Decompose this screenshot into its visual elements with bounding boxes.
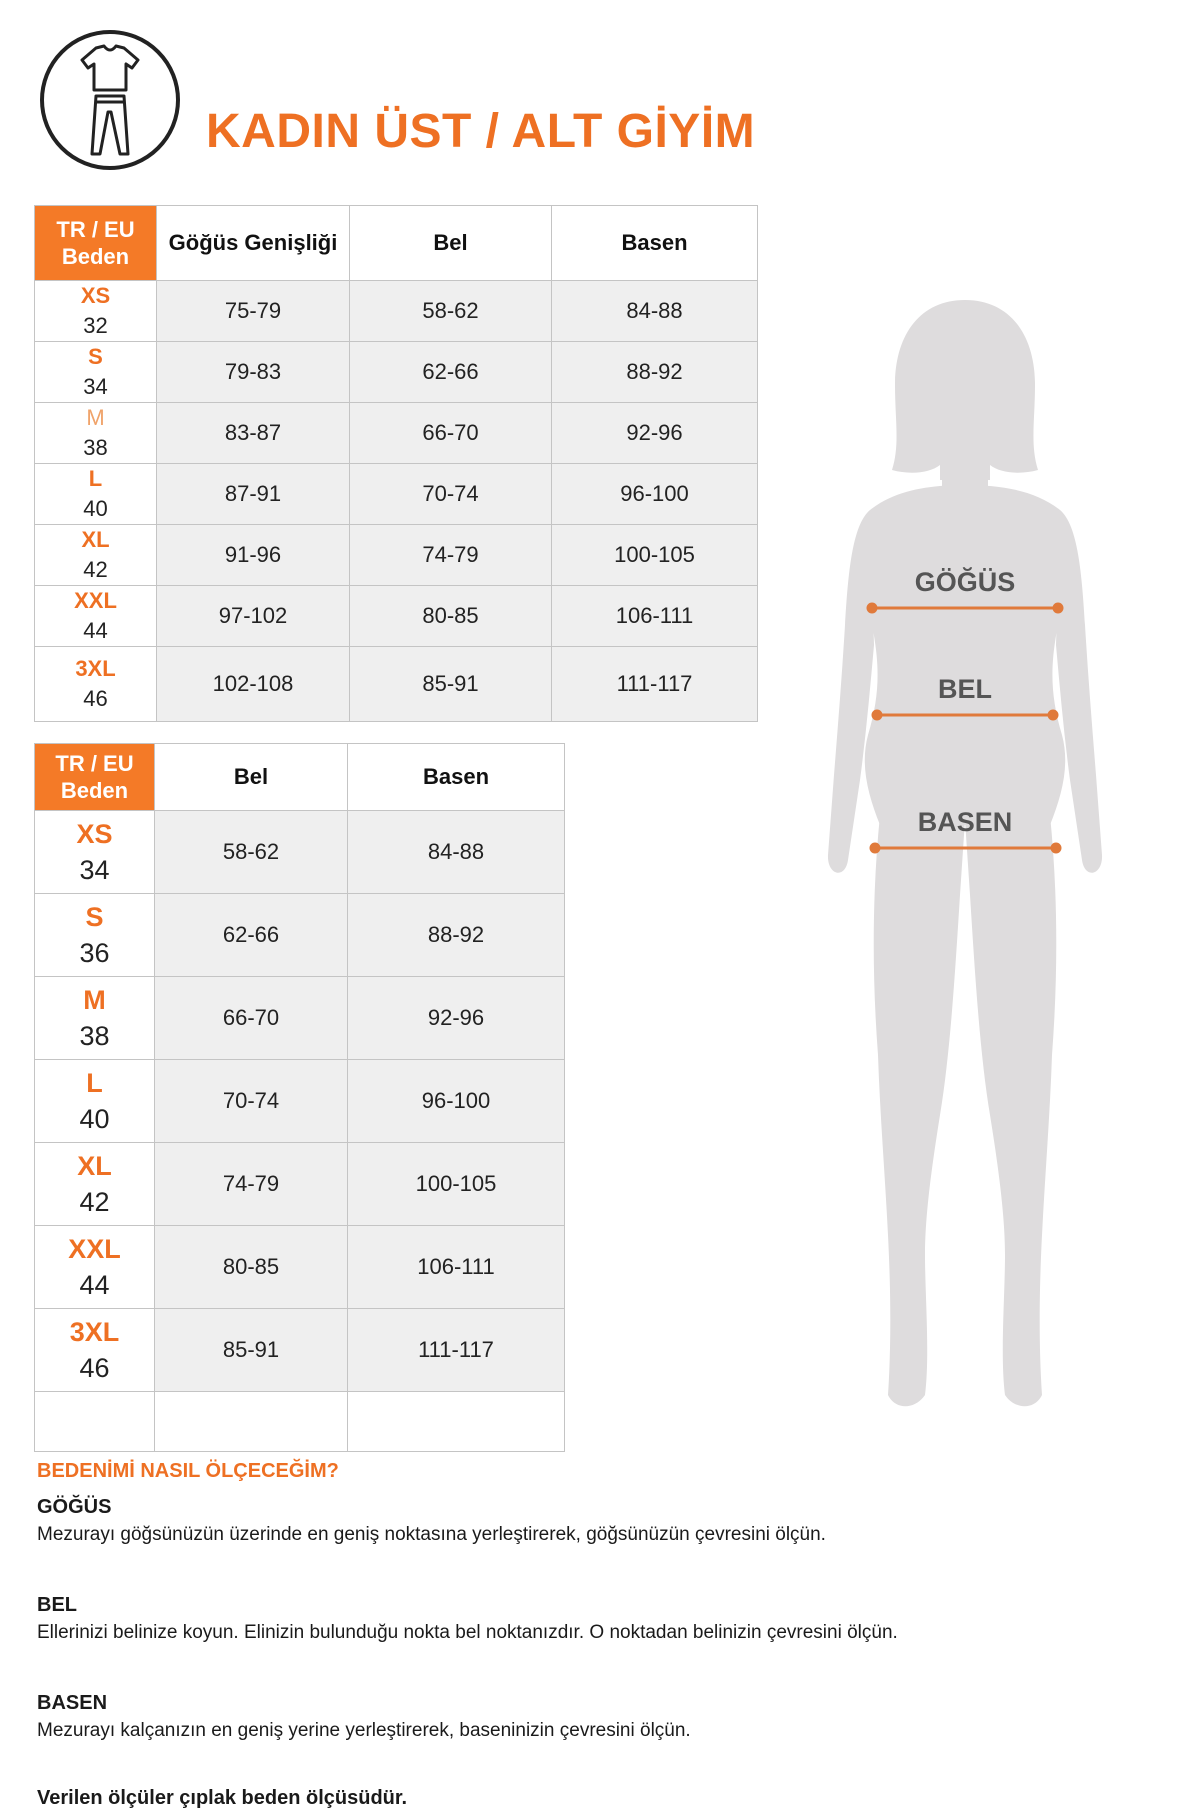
table-row — [35, 342, 758, 403]
waist-column-header: Bel — [155, 744, 348, 811]
waist-value: 80-85 — [350, 586, 552, 647]
instructions-heading: BEDENİMİ NASIL ÖLÇECEĞİM? — [37, 1460, 339, 1482]
hip-instruction-title: BASEN — [37, 1692, 108, 1714]
size-letter: M — [86, 405, 105, 430]
hip-value: 96-100 — [552, 464, 758, 525]
table-row — [35, 1226, 565, 1309]
waist-value: 85-91 — [350, 647, 552, 722]
hip-value: 106-111 — [552, 586, 758, 647]
chest-value: 83-87 — [157, 403, 350, 464]
size-letter: S — [85, 902, 104, 932]
size-letter: XS — [76, 819, 113, 849]
chest-figure-label: GÖĞÜS — [914, 567, 1016, 597]
size-number: 40 — [83, 496, 108, 521]
clothing-tshirt-pants-icon — [44, 34, 176, 166]
table-header-row — [35, 206, 758, 281]
waist-value: 70-74 — [350, 464, 552, 525]
waist-column-header: Bel — [350, 206, 552, 281]
empty-cell — [35, 1392, 155, 1452]
waist-value: 70-74 — [155, 1060, 348, 1143]
size-letter: 3XL — [75, 656, 116, 681]
size-cell — [35, 1226, 155, 1309]
size-number: 38 — [79, 1021, 110, 1051]
table-row — [35, 586, 758, 647]
size-number: 40 — [79, 1104, 110, 1134]
size-cell — [35, 811, 155, 894]
chest-value: 79-83 — [157, 342, 350, 403]
table-row — [35, 281, 758, 342]
chest-instruction-text: Mezurayı göğsünüzün üzerinde en geniş noktasına yerleştirerek, göğsünüzün çevresini ölçün. — [37, 1524, 826, 1545]
waist-value: 58-62 — [350, 281, 552, 342]
measurement-note: Verilen ölçüler çıplak beden ölçüsüdür. — [37, 1787, 408, 1809]
page-title: KADIN ÜST / ALT GİYİM — [206, 105, 756, 158]
size-number: 46 — [79, 1353, 110, 1383]
hip-column-header: Basen — [348, 744, 565, 811]
bottom-size-table — [34, 743, 565, 1452]
waist-value: 74-79 — [350, 525, 552, 586]
top-size-table — [34, 205, 758, 722]
waist-value: 62-66 — [350, 342, 552, 403]
hip-column-header: Basen — [552, 206, 758, 281]
size-letter: XXL — [68, 1234, 121, 1264]
waist-value: 58-62 — [155, 811, 348, 894]
chest-value: 102-108 — [157, 647, 350, 722]
table-row — [35, 894, 565, 977]
chest-value: 91-96 — [157, 525, 350, 586]
size-number: 34 — [79, 855, 110, 885]
size-letter: XXL — [74, 588, 117, 613]
waist-instruction-title: BEL — [37, 1594, 77, 1616]
hip-value: 88-92 — [552, 342, 758, 403]
table-row — [35, 1060, 565, 1143]
size-cell — [35, 1309, 155, 1392]
size-number: 46 — [83, 686, 108, 711]
waist-value: 62-66 — [155, 894, 348, 977]
waist-value: 80-85 — [155, 1226, 348, 1309]
hip-value: 92-96 — [552, 403, 758, 464]
size-cell — [35, 464, 157, 525]
hip-value: 111-117 — [552, 647, 758, 722]
empty-table-row — [35, 1392, 565, 1452]
hip-figure-label: BASEN — [917, 807, 1013, 837]
waist-value: 66-70 — [350, 403, 552, 464]
size-letter: 3XL — [69, 1317, 120, 1347]
size-cell — [35, 1060, 155, 1143]
size-cell — [35, 647, 157, 722]
table-row — [35, 811, 565, 894]
size-cell — [35, 281, 157, 342]
waist-figure-label: BEL — [938, 674, 992, 704]
size-number: 34 — [83, 374, 108, 399]
size-number: 44 — [83, 618, 108, 643]
size-cell — [35, 977, 155, 1060]
size-letter: L — [86, 1068, 103, 1098]
size-cell — [35, 586, 157, 647]
waist-instruction-text: Ellerinizi belinize koyun. Elinizin bulunduğu nokta bel noktanızdır. O noktadan belinizin çevresini ölçün. — [37, 1622, 898, 1643]
size-letter: M — [83, 985, 106, 1015]
size-cell — [35, 342, 157, 403]
waist-value: 85-91 — [155, 1309, 348, 1392]
chest-value: 97-102 — [157, 586, 350, 647]
table-row — [35, 1143, 565, 1226]
size-letter: S — [88, 344, 103, 369]
table-row — [35, 403, 758, 464]
table-row — [35, 1309, 565, 1392]
hip-value: 84-88 — [348, 811, 565, 894]
hip-value: 100-105 — [348, 1143, 565, 1226]
size-cell — [35, 525, 157, 586]
size-letter: XL — [81, 527, 110, 552]
table-header-row — [35, 744, 565, 811]
table-row — [35, 525, 758, 586]
body-measurement-figure — [800, 295, 1130, 1410]
hip-value: 96-100 — [348, 1060, 565, 1143]
empty-cell — [348, 1392, 565, 1452]
size-letter: XL — [77, 1151, 112, 1181]
size-number: 32 — [83, 313, 108, 338]
size-letter: L — [88, 466, 103, 491]
chest-instruction-title: GÖĞÜS — [37, 1496, 112, 1518]
empty-cell — [155, 1392, 348, 1452]
table-row — [35, 977, 565, 1060]
hip-value: 106-111 — [348, 1226, 565, 1309]
hip-value: 100-105 — [552, 525, 758, 586]
clothing-logo — [40, 30, 180, 170]
hip-instruction-text: Mezurayı kalçanızın en geniş yerine yerleştirerek, baseninizin çevresini ölçün. — [37, 1720, 691, 1741]
size-number: 44 — [79, 1270, 110, 1300]
female-silhouette-icon — [800, 295, 1130, 1410]
hip-value: 92-96 — [348, 977, 565, 1060]
hip-value: 88-92 — [348, 894, 565, 977]
waist-value: 74-79 — [155, 1143, 348, 1226]
table-row — [35, 647, 758, 722]
measurement-instructions — [37, 1460, 1157, 1810]
size-column-header: TR / EU Beden — [35, 206, 157, 281]
size-cell — [35, 1143, 155, 1226]
size-cell — [35, 403, 157, 464]
size-column-header: TR / EU Beden — [35, 744, 155, 811]
size-cell — [35, 894, 155, 977]
size-number: 36 — [79, 938, 110, 968]
size-number: 42 — [83, 557, 108, 582]
table-row — [35, 464, 758, 525]
hip-value: 111-117 — [348, 1309, 565, 1392]
size-letter: XS — [80, 283, 111, 308]
size-number: 42 — [79, 1187, 110, 1217]
chest-value: 75-79 — [157, 281, 350, 342]
size-number: 38 — [83, 435, 108, 460]
chest-value: 87-91 — [157, 464, 350, 525]
hip-value: 84-88 — [552, 281, 758, 342]
chest-column-header: Göğüs Genişliği — [157, 206, 350, 281]
waist-value: 66-70 — [155, 977, 348, 1060]
